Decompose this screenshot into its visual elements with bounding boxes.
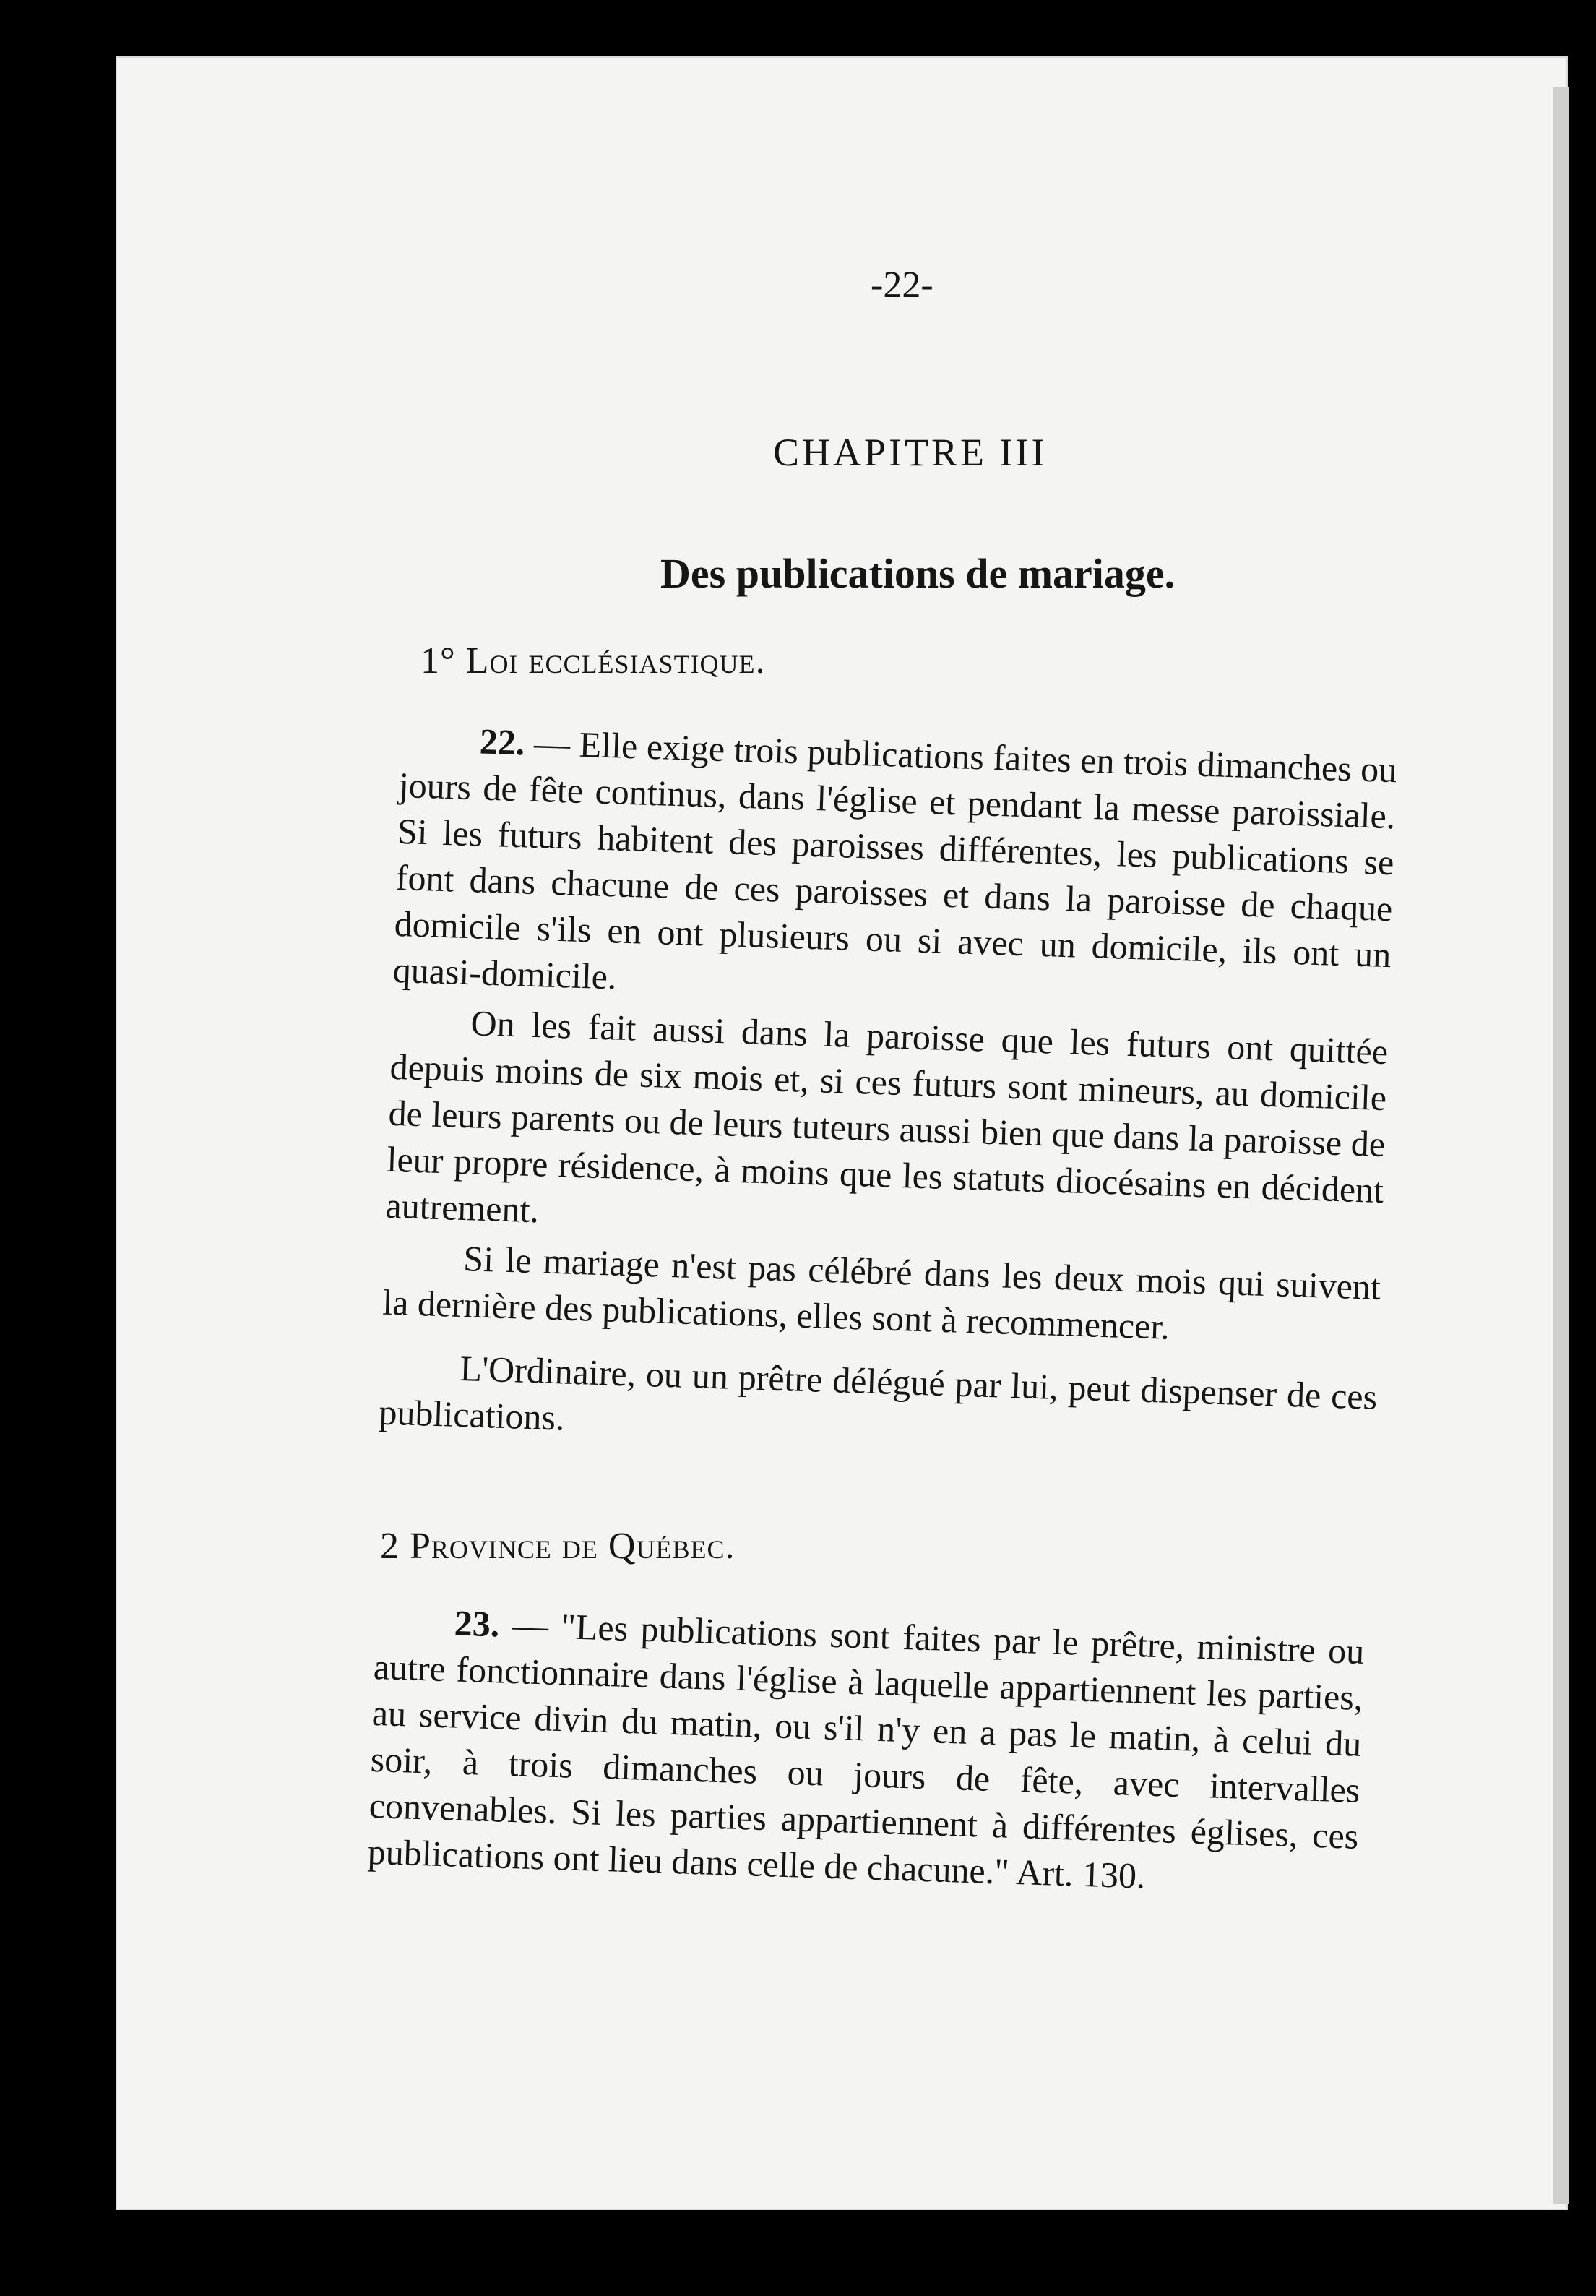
section-body-ecclesiastical-law (379, 715, 1398, 1466)
page-number: -22- (871, 265, 933, 306)
paragraph-text-2: On les fait aussi dans la paroisse que les futurs ont quittée depuis moins de six mois et, si ces futurs sont mineurs, au domicile de leurs parents ou de leurs tuteurs aussi bien que dans la paroisse de leur propre résidence, à moins que les statuts diocésains en décident autrement. (384, 1002, 1389, 1231)
paragraph-23 (367, 1597, 1365, 1906)
section-heading-quebec: 2 Province de Québec. (380, 1526, 736, 1567)
section-heading-ecclesiastical-law: 1° Loi ecclésiastique. (420, 640, 766, 682)
paragraph-text-3: Si le mariage n'est pas célébré dans les deux mois qui suivent la dernière des publications, elles sont à recommencer. (381, 1238, 1381, 1347)
section-body-quebec (367, 1597, 1365, 1906)
paragraph-text: — Elle exige trois publications faites en trois dimanches ou jours de fête continus, dans l'église et pendant la messe paroissiale. Si les futurs habitent des paroisses différentes, les publications se font dans chacune de ces paroisses et dans la paroisse de chaque domicile s'ils en ont plusieurs ou si avec un domicile, ils ont un quasi-domicile. (392, 722, 1398, 997)
paragraph-text: — "Les publications sont faites par le prêtre, ministre ou autre fonctionnaire dans l'église à laquelle appartiennent les parties, au service divin du matin, ou s'il n'y en a pas le matin, à celui du soir, à trois dimanches ou jours de fête, avec intervalles convenables. Si les parties appartiennent à différentes églises, ces publications ont lieu dans celle de chacune." Art. 130. (367, 1604, 1366, 1896)
paragraph-number: 23. (454, 1602, 501, 1645)
paragraph-text-4: L'Ordinaire, ou un prêtre délégué par lui, peut dispenser de ces publications. (378, 1348, 1378, 1438)
chapter-subtitle: Des publications de mariage. (660, 550, 1176, 597)
paragraph-22 (392, 715, 1397, 1024)
chapter-title: CHAPITRE III (773, 431, 1048, 474)
paragraph-number: 22. (479, 721, 526, 763)
page-edge (1553, 87, 1569, 2204)
